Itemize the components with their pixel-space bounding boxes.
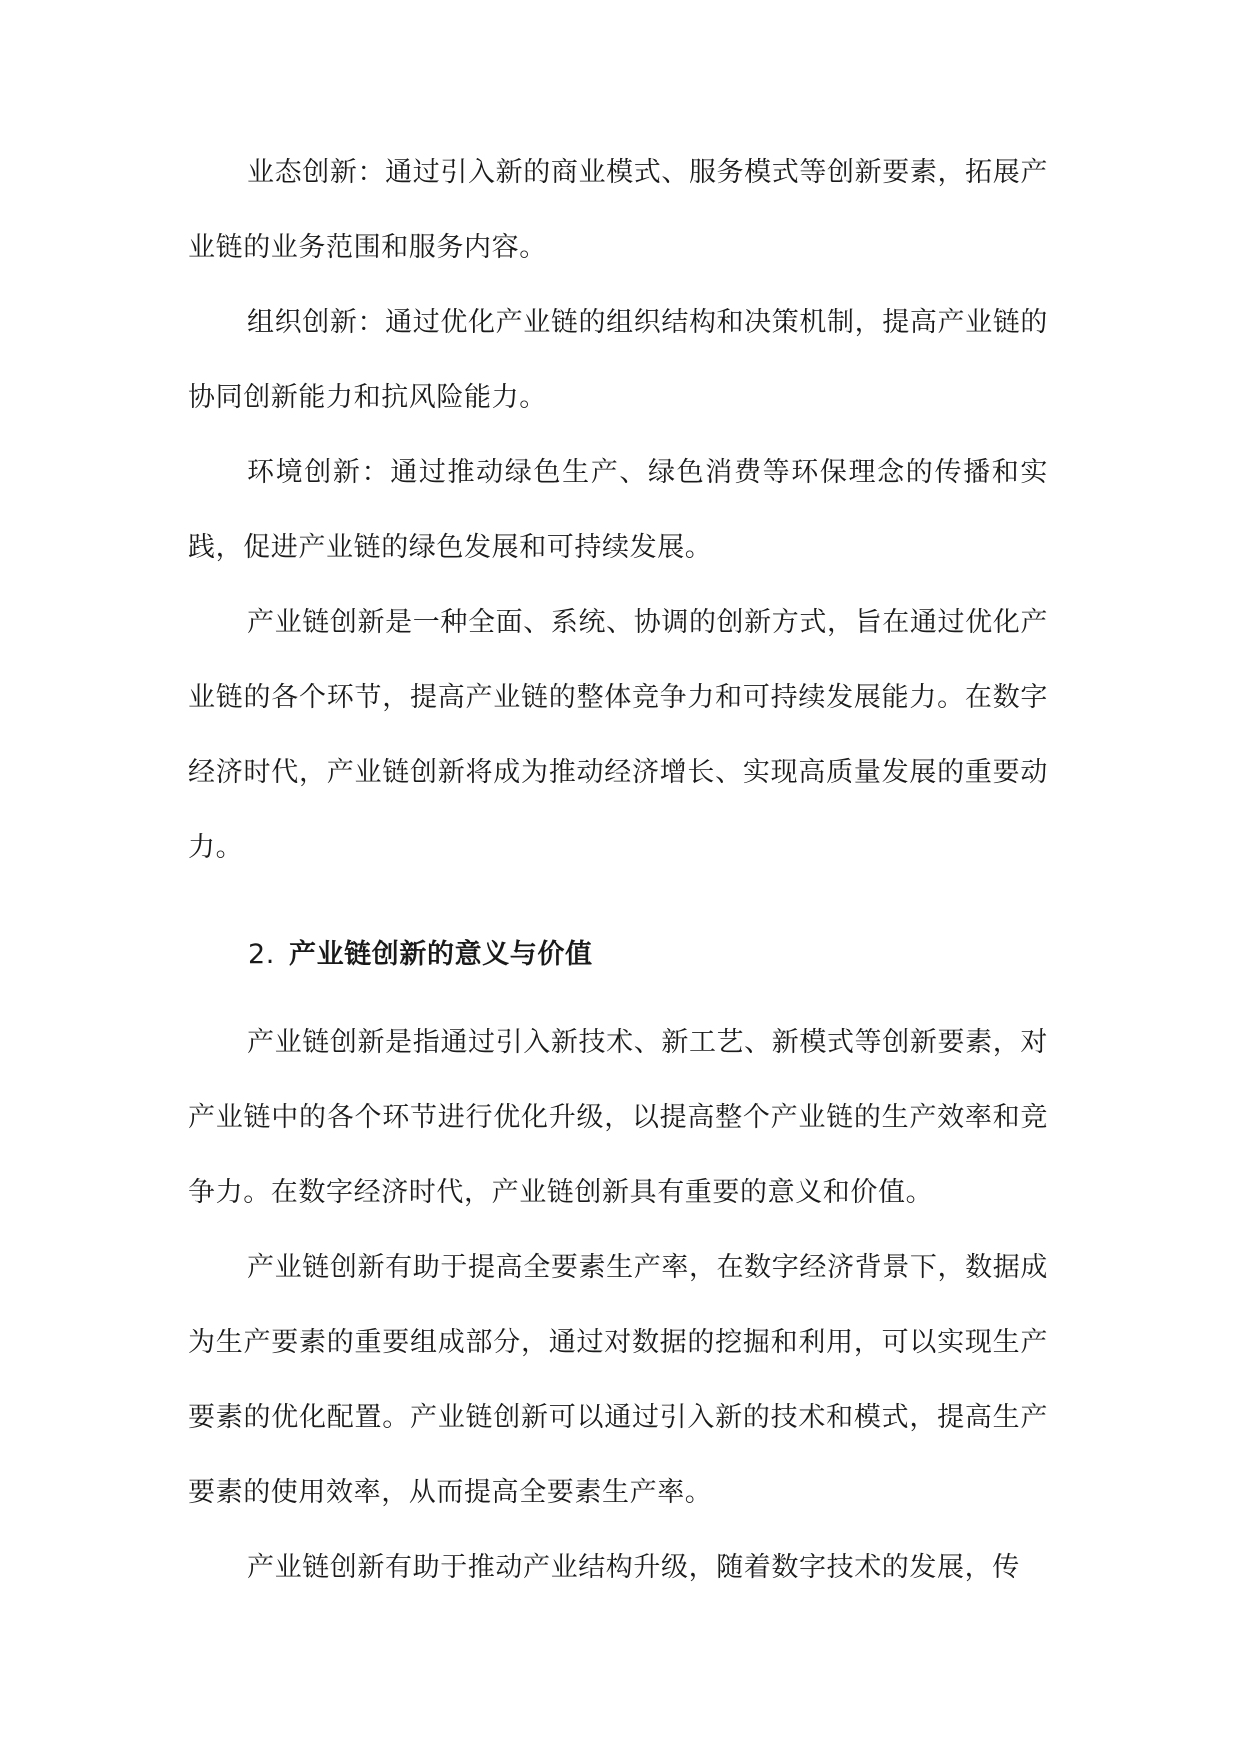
- paragraph-business-innovation: 业态创新：通过引入新的商业模式、服务模式等创新要素，拓展产业链的业务范围和服务内容。: [188, 157, 1048, 263]
- section-number: 2.: [248, 939, 275, 970]
- paragraph-organization-innovation: 组织创新：通过优化产业链的组织结构和决策机制，提高产业链的协同创新能力和抗风险能力。: [188, 307, 1048, 413]
- section-title: 产业链创新的意义与价值: [288, 939, 593, 970]
- paragraph-productivity: 产业链创新有助于提高全要素生产率，在数字经济背景下，数据成为生产要素的重要组成部分，通过对数据的挖掘和利用，可以实现生产要素的优化配置。产业链创新可以通过引入新的技术和模式，提高生产要素的使用效率，从而提高全要素生产率。: [188, 1252, 1048, 1508]
- paragraph-definition: 产业链创新是指通过引入新技术、新工艺、新模式等创新要素，对产业链中的各个环节进行优化升级，以提高整个产业链的生产效率和竞争力。在数字经济时代，产业链创新具有重要的意义和价值。: [188, 1027, 1048, 1208]
- paragraph-chain-innovation-summary: 产业链创新是一种全面、系统、协调的创新方式，旨在通过优化产业链的各个环节，提高产业链的整体竞争力和可持续发展能力。在数字经济时代，产业链创新将成为推动经济增长、实现高质量发展的重要动力。: [188, 607, 1048, 863]
- paragraph-structure-upgrade: 产业链创新有助于推动产业结构升级，随着数字技术的发展，传: [247, 1552, 1020, 1583]
- paragraph-environment-innovation: 环境创新：通过推动绿色生产、绿色消费等环保理念的传播和实践，促进产业链的绿色发展和可持续发展。: [188, 457, 1048, 563]
- section-heading: [248, 935, 593, 975]
